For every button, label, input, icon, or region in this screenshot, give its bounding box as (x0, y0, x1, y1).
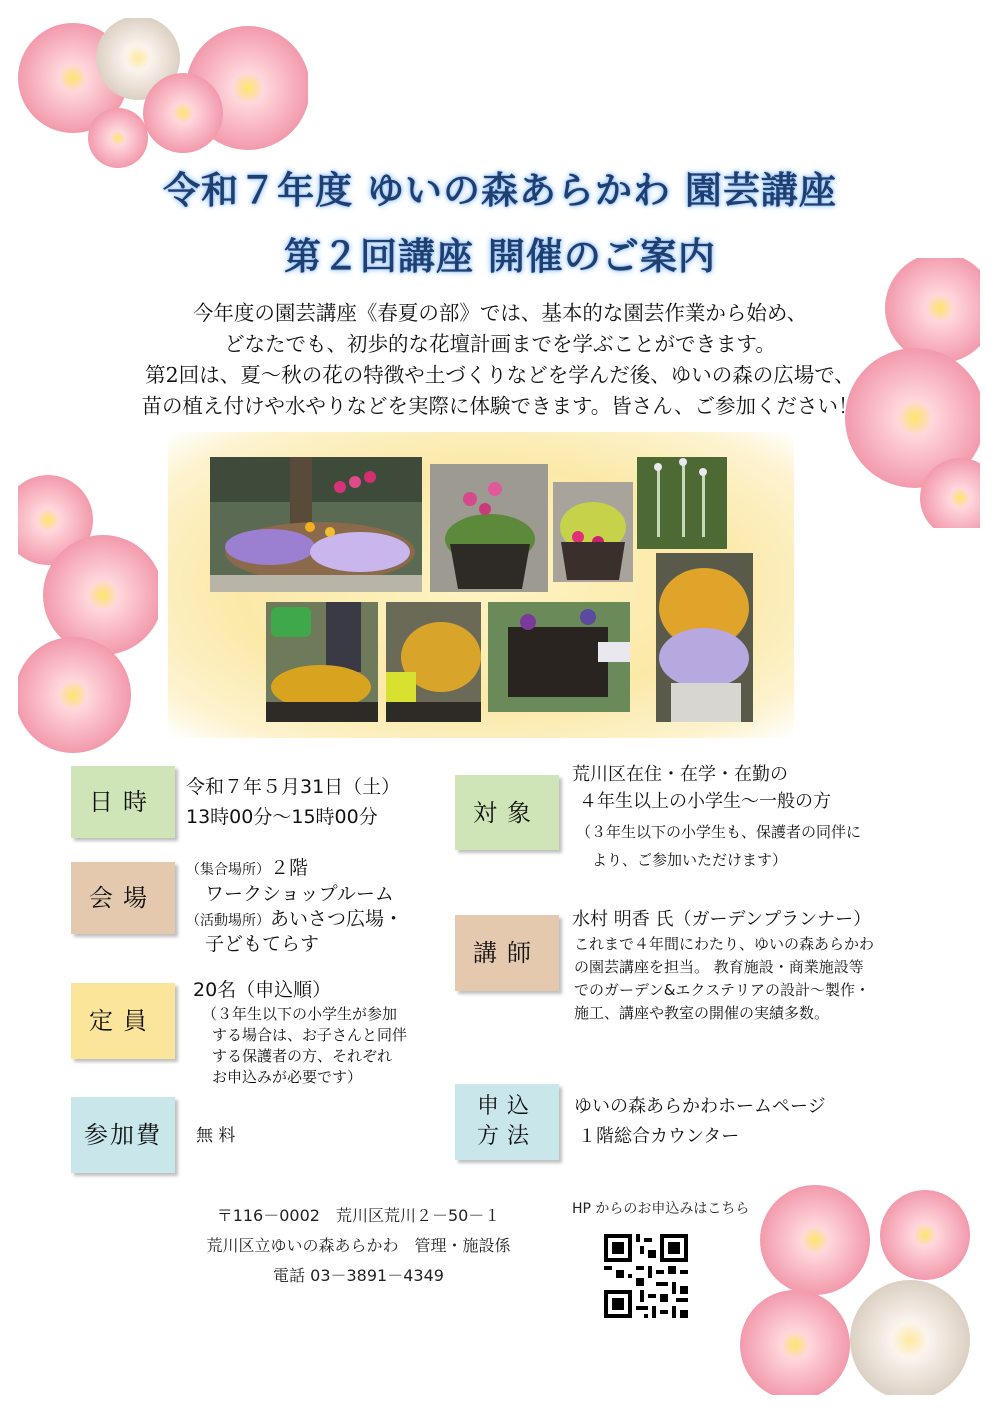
venue-activity-place: あいさつ広場・ (270, 908, 404, 930)
photo-lavender (637, 457, 727, 549)
qr-code[interactable] (604, 1234, 688, 1318)
date-value-line2: 13時00分～15時00分 (186, 806, 378, 828)
venue-activity-prefix: （活動場所） (186, 913, 270, 929)
instructor-bio3: でのガーデン&エクステリアの設計～製作・ (574, 981, 870, 999)
target-line1: 荒川区在住・在学・在勤の (572, 764, 788, 785)
label-instructor: 講師 (455, 915, 559, 991)
intro-text (60, 298, 940, 422)
label-apply-line2: 方法 (476, 1124, 537, 1149)
date-value-line1: 令和７年５月31日（土） (186, 776, 401, 798)
label-target: 対象 (455, 775, 559, 850)
target-line2: ４年生以上の小学生～一般の方 (579, 791, 831, 812)
venue-meet-place: ２階 (270, 857, 309, 879)
instructor-bio4: 施工、講座や教室の開催の実績多数。 (574, 1004, 830, 1022)
label-date: 日時 (71, 766, 175, 838)
venue-activity (186, 907, 403, 934)
intro-line: どなたでも、初歩的な花壇計画までを学ぶことができます。 (224, 332, 776, 356)
footer-address: 〒116－0002 荒川区荒川２－50－１ (216, 1206, 501, 1225)
intro-line: 今年度の園芸講座《春夏の部》では、基本的な園芸作業から始め、 (192, 301, 808, 325)
qr-caption: HP からのお申込みはこちら (572, 1201, 750, 1217)
apply-line2: １階総合カウンター (578, 1126, 740, 1147)
photo-flowerbed-tulips (210, 457, 422, 592)
target-note2: より、ご参加いただけます） (592, 851, 788, 869)
venue-meet (186, 856, 308, 883)
page-subtitle: 第２回講座 開催のご案内 (284, 235, 716, 278)
photo-pansy-planter (656, 553, 753, 722)
photo-planting-yellow (386, 602, 481, 722)
photo-soil-work (488, 602, 630, 712)
intro-line: 第2回は、夏～秋の花の特徴や土づくりなどを学んだ後、ゆいの森の広場で、 (145, 363, 855, 387)
label-apply-line1: 申込 (476, 1094, 537, 1119)
capacity-note1: （３年生以下の小学生が参加 (202, 1005, 398, 1023)
label-fee: 参加費 (71, 1097, 175, 1173)
photo-watering (266, 602, 378, 722)
venue-meet-room: ワークショップルーム (205, 883, 394, 905)
photo-planter-tulips (430, 464, 548, 592)
page-title: 令和７年度 ゆいの森あらかわ 園芸講座 (163, 169, 837, 212)
fee-value: 無 料 (196, 1126, 236, 1146)
capacity-note2: する場合は、お子さんと同伴 (212, 1026, 408, 1044)
capacity-note3: する保護者の方、それぞれ (212, 1047, 393, 1065)
flower-decoration-bottom-right (725, 1180, 980, 1395)
photo-planter-yellow (553, 482, 633, 582)
label-capacity: 定員 (71, 983, 175, 1059)
intro-line: 苗の植え付けや水やりなどを実際に体験できます。皆さん、ご参加ください！ (141, 394, 859, 418)
capacity-note4: お申込みが必要です） (212, 1068, 363, 1086)
capacity-main: 20名（申込順） (193, 979, 332, 1001)
instructor-name: 水村 明香 氏（ガーデンプランナー） (572, 909, 872, 930)
venue-activity-place2: 子どもてらす (205, 933, 320, 955)
apply-line1: ゆいの森あらかわホームページ (574, 1096, 826, 1117)
footer-tel: 電話 03－3891－4349 (273, 1266, 444, 1285)
instructor-bio2: の園芸講座を担当。 教育施設・商業施設等 (574, 958, 864, 976)
instructor-bio1: これまで４年間にわたり、ゆいの森あらかわ (574, 935, 875, 953)
footer-org: 荒川区立ゆいの森あらかわ 管理・施設係 (206, 1236, 511, 1255)
flower-decoration-top-left (18, 18, 308, 168)
label-apply (455, 1084, 559, 1160)
flower-decoration-left (18, 470, 158, 755)
target-note1: （３年生以下の小学生も、保護者の同伴に (576, 823, 862, 841)
venue-meet-prefix: （集合場所） (186, 862, 270, 878)
label-venue: 会場 (71, 862, 175, 934)
